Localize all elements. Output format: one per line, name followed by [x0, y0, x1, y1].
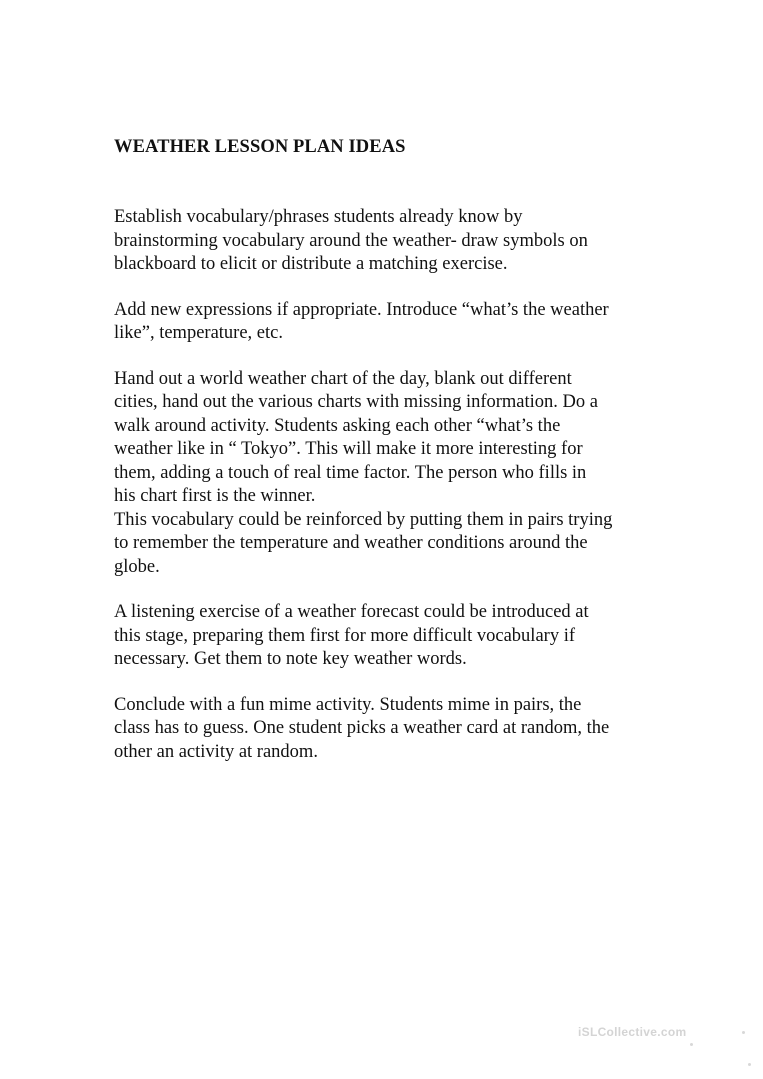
paragraph-weather-chart — [114, 368, 674, 580]
page-title: WEATHER LESSON PLAN IDEAS — [114, 137, 406, 157]
paragraph-gap — [114, 672, 674, 694]
paragraph-mime-activity — [114, 694, 674, 765]
text-line: other an activity at random. — [114, 741, 318, 762]
text-line: Establish vocabulary/phrases students already know by — [114, 207, 523, 227]
text-line: class has to guess. One student picks a weather card at random, the — [114, 718, 610, 738]
text-line: blackboard to elicit or distribute a matching exercise. — [114, 254, 508, 274]
text-line: cities, hand out the various charts with missing information. Do a — [114, 392, 598, 412]
paragraph-vocabulary — [114, 206, 674, 277]
text-line: brainstorming vocabulary around the weather- draw symbols on — [114, 230, 588, 251]
text-line: like”, temperature, etc. — [114, 323, 283, 343]
paragraph-listening-exercise — [114, 601, 674, 672]
document-body — [114, 206, 674, 764]
paragraph-gap — [114, 346, 674, 368]
text-line: A listening exercise of a weather forecast could be introduced at — [114, 602, 589, 622]
watermark-logo: iSLCollective.com — [578, 1025, 687, 1039]
watermark-dot — [748, 1063, 751, 1066]
watermark-dot — [690, 1043, 693, 1046]
text-line: this stage, preparing them first for more difficult vocabulary if — [114, 625, 575, 646]
text-line: Hand out a world weather chart of the day, blank out different — [114, 368, 572, 389]
text-line: Conclude with a fun mime activity. Students mime in pairs, the — [114, 694, 582, 715]
text-line: necessary. Get them to note key weather words. — [114, 649, 467, 669]
watermark-dot — [742, 1031, 745, 1034]
paragraph-gap — [114, 277, 674, 299]
text-line: weather like in “ Tokyo”. This will make it more interesting for — [114, 439, 583, 459]
text-line: Add new expressions if appropriate. Introduce “what’s the weather — [114, 299, 609, 320]
text-line: walk around activity. Students asking each other “what’s the — [114, 415, 561, 436]
text-line: globe. — [114, 556, 160, 577]
paragraph-new-expressions — [114, 299, 674, 346]
text-line: This vocabulary could be reinforced by putting them in pairs trying — [114, 509, 613, 530]
text-line: to remember the temperature and weather conditions around the — [114, 533, 588, 553]
text-line: his chart first is the winner. — [114, 486, 316, 506]
text-line: them, adding a touch of real time factor. The person who fills in — [114, 462, 587, 483]
paragraph-gap — [114, 579, 674, 601]
